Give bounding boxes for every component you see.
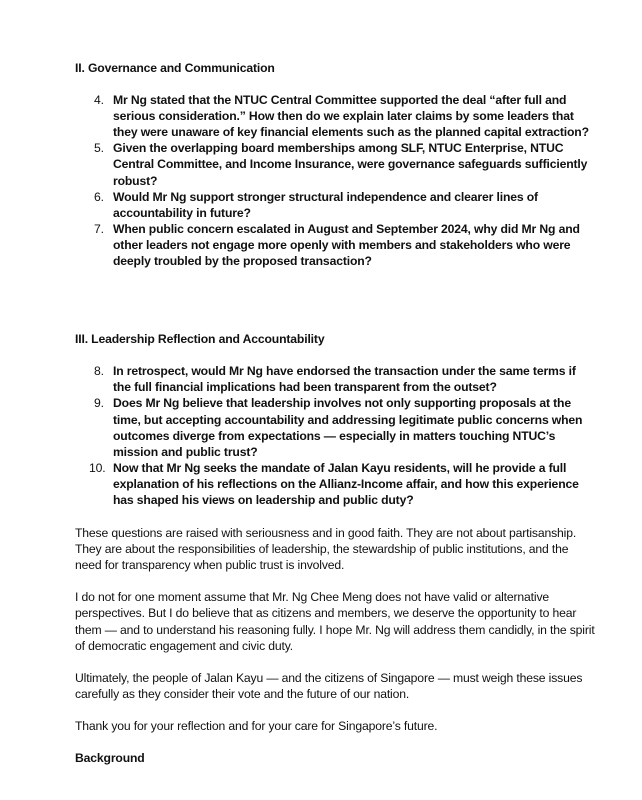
list-item [75,363,595,395]
question-text: When public concern escalated in August and September 2024, why did Mr Ng and other leaders not engage more openly with members and stakeholders who were deeply troubled by the proposed transaction? [113,221,580,269]
list-item [75,189,595,221]
section-spacer [75,269,595,331]
item-number: 9. [94,396,104,411]
list-item [75,221,595,269]
item-number: 4. [94,93,104,108]
list-item [75,460,595,508]
item-number: 6. [94,189,104,204]
question-text: Now that Mr Ng seeks the mandate of Jalan Kayu residents, will he provide a full explanation of his reflections on the Allianz-Income affair, and how this experience has shaped his views on leadership and public duty? [113,460,579,507]
list-item [75,140,595,188]
question-text: Would Mr Ng support stronger structural independence and clearer lines of accountability in future? [113,189,538,220]
item-number: 8. [94,364,104,379]
question-list-governance [75,92,595,269]
body-paragraph: Ultimately, the people of Jalan Kayu — and the citizens of Singapore — must weigh these issues carefully as they consider their vote and the future of our nation. [75,670,583,701]
question-text: In retrospect, would Mr Ng have endorsed the transaction under the same terms if the full financial implications had been transparent from the outset? [113,364,576,395]
list-item [75,395,595,459]
document-page [75,60,595,766]
question-text: Mr Ng stated that the NTUC Central Committee supported the deal “after full and serious consideration.” How then do we explain later claims by some leaders that they were unaware of key financial elements such as the planned capital extraction? [113,93,589,140]
background-heading: Background [75,751,145,765]
question-list-leadership [75,363,595,508]
body-paragraph: Thank you for your reflection and for your care for Singapore’s future. [75,718,438,733]
item-number: 10. [89,460,106,475]
item-number: 7. [94,221,104,236]
question-text: Given the overlapping board memberships among SLF, NTUC Enterprise, NTUC Central Committee, and Income Insurance, were governance safeguards sufficiently robust? [113,141,588,188]
section-heading-governance: II. Governance and Communication [75,61,275,75]
item-number: 5. [94,141,104,156]
list-item [75,92,595,140]
body-paragraph: These questions are raised with seriousness and in good faith. They are not about partisanship. They are about the responsibilities of leadership, the stewardship of public institutions, and the need for transparency when public trust is involved. [75,526,577,573]
section-heading-leadership: III. Leadership Reflection and Accountability [75,332,325,347]
body-paragraph: I do not for one moment assume that Mr. Ng Chee Meng does not have valid or alternative perspectives. But I do believe that as citizens and members, we deserve the opportunity to hear them — and to understand his reasoning fully. I hope Mr. Ng will address them candidly, in the spirit of democratic engagement and civic duty. [75,590,595,653]
question-text: Does Mr Ng believe that leadership involves not only supporting proposals at the time, but accepting accountability and addressing legitimate public concerns when outcomes diverge from expectations — especially in matters touching NTUC’s mission and public trust? [113,396,583,459]
